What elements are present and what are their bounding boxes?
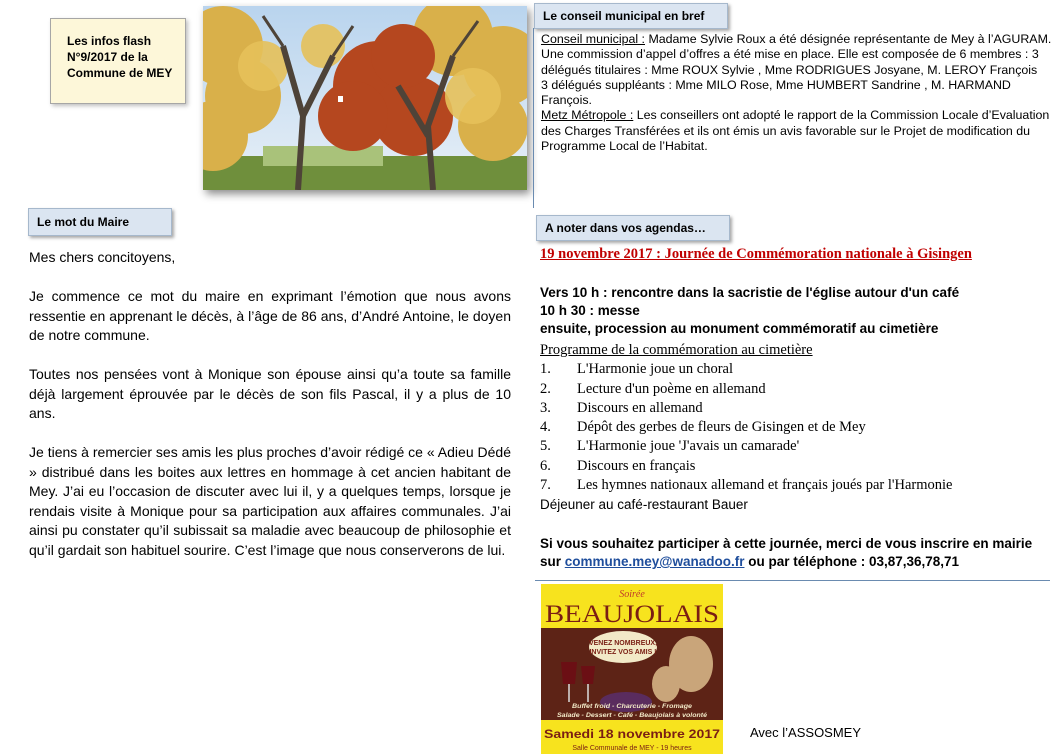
program-item-number: 4.	[540, 419, 551, 436]
maire-paragraph: Je commence ce mot du maire en exprimant l’émotion que nous avons ressentie en apprenant le décès, à l’âge de 86 ans, d’André Antoine, le doyen de notre commune.	[29, 288, 511, 343]
program-item-text: Les hymnes nationaux allemand et français joués par l'Harmonie	[577, 477, 953, 494]
conseil-cm-label: Conseil municipal :	[541, 32, 645, 46]
program-item-text: Discours en allemand	[577, 399, 703, 416]
inscription-line-2	[540, 553, 1055, 571]
program-item-number: 6.	[540, 457, 551, 474]
conseil-cm-paragraph	[541, 32, 1053, 47]
mot-du-maire-header	[28, 208, 172, 236]
agenda-line-3: ensuite, procession au monument commémoratif au cimetière	[540, 321, 939, 336]
maire-paragraph: Mes chers concitoyens,	[29, 249, 176, 265]
conseil-metz-paragraph	[541, 108, 1053, 154]
program-item	[540, 476, 1055, 495]
program-item-text: L'Harmonie joue un choral	[577, 361, 734, 378]
program-item	[540, 399, 1055, 418]
mot-du-maire-title: Le mot du Maire	[37, 215, 130, 229]
agenda-schedule	[540, 284, 1055, 338]
poster-bubble-1: VENEZ NOMBREUX,	[588, 640, 658, 647]
conseil-suppleants: 3 délégués suppléants : Mme MILO Rose, Mme HUMBERT Sandrine , M. HARMAND François.	[541, 77, 1011, 108]
program-item-number: 7.	[540, 477, 551, 494]
agenda-header	[536, 215, 730, 241]
program-item	[540, 457, 1055, 476]
conseil-commission: Une commission d’appel d’offres a été mise en place. Elle est composée de 6 membres : 3 délégués titulaires : Mme ROUX Sylvie , Mme RODRIGUES Josyane, M. LEROY François	[541, 47, 1039, 77]
program-item-number: 1.	[540, 361, 551, 378]
inscription-prefix: sur	[540, 554, 565, 569]
program-dejeuner: Déjeuner au café-restaurant Bauer	[540, 497, 748, 513]
poster-menu-1: Buffet froid - Charcuterie - Fromage	[572, 703, 693, 710]
program-item-text: Lecture d'un poème en allemand	[577, 380, 766, 397]
agenda-event-title: 19 novembre 2017 : Journée de Commémoration nationale à Gisingen	[540, 246, 972, 262]
beaujolais-poster	[541, 584, 723, 754]
autumn-trees-photo	[203, 6, 527, 190]
conseil-metz-label: Metz Métropole :	[541, 108, 634, 123]
poster-place: Salle Communale de MEY - 19 heures	[572, 745, 692, 752]
poster-menu-2: Salade - Dessert - Café - Beaujolais à volonté	[557, 712, 708, 719]
agenda-header-title: A noter dans vos agendas…	[545, 221, 706, 235]
program-item-number: 3.	[540, 399, 551, 416]
avec-assosmey: Avec l’ASSOSMEY	[750, 725, 862, 740]
agenda-line-2: 10 h 30 : messe	[540, 303, 640, 318]
poster-title: BEAUJOLAIS	[545, 601, 719, 628]
maire-paragraph: Je tiens à remercier ses amis les plus proches d’avoir rédigé ce « Adieu Dédé » distribué dans les boites aux lettres en hommage à cet ancien habitant de Mey. J’ai eu l’occasion de discuter avec lui il, y a quelques temps, lorsque je rendais visite à Monique pour sa participation aux affaires communales. J’ai ainsi pu constater qu’il subissait sa maladie avec beaucoup de philosophie et qu’il gardait son habituel sourire. C’est l’image que nous conserverons de lui.	[29, 444, 511, 558]
inscription-line-1: Si vous souhaitez participer à cette journée, merci de vous inscrire en mairie	[540, 536, 1033, 551]
program-item-text: Discours en français	[577, 457, 696, 474]
section-separator	[535, 580, 1050, 581]
program-item-text: Dépôt des gerbes de fleurs de Gisingen et de Mey	[577, 419, 866, 436]
poster-soiree: Soirée	[619, 589, 645, 600]
program-item	[540, 437, 1055, 456]
infos-flash-box	[50, 18, 186, 104]
program-title: Programme de la commémoration au cimetière	[540, 342, 813, 358]
program-item-number: 2.	[540, 380, 551, 397]
infobox-line-1: Les infos flash	[67, 34, 152, 48]
program-item-number: 5.	[540, 438, 551, 455]
inscription-note	[540, 535, 1055, 571]
conseil-title: Le conseil municipal en bref	[543, 9, 705, 23]
program-item-text: L'Harmonie joue 'J'avais un camarade'	[577, 438, 800, 455]
infobox-line-2: N°9/2017 de la	[67, 50, 148, 64]
agenda-line-1: Vers 10 h : rencontre dans la sacristie de l'église autour d'un café	[540, 285, 960, 300]
inscription-phone: ou par téléphone : 03,87,36,78,71	[744, 554, 960, 569]
conseil-metz-text: Les conseillers ont adopté le rapport de la Commission Locale d’Evaluation des Charges Transférées et ils ont émis un avis favorable sur le Projet de modification du Programme Local de l’Habitat.	[541, 108, 1050, 154]
program-item	[540, 418, 1055, 437]
mot-du-maire-text	[29, 248, 511, 580]
program-item	[540, 360, 1055, 379]
email-link[interactable]: commune.mey@wanadoo.fr	[564, 554, 745, 569]
column-divider	[533, 28, 534, 208]
poster-bubble-2: INVITEZ VOS AMIS !	[589, 649, 657, 656]
infobox-line-3: Commune de MEY	[67, 66, 173, 80]
conseil-cm-text: Madame Sylvie Roux a été désignée représentante de Mey à l’AGURAM.	[645, 32, 1052, 46]
maire-paragraph: Toutes nos pensées vont à Monique son épouse ainsi qu’a toute sa famille déjà largement éprouvée par le décès de son fils Pascal, il y a plus de 10 ans.	[29, 366, 511, 421]
conseil-header	[534, 3, 728, 29]
program-list	[540, 341, 1055, 515]
poster-date: Samedi 18 novembre 2017	[544, 727, 721, 741]
conseil-text	[541, 32, 1053, 154]
program-item	[540, 380, 1055, 399]
